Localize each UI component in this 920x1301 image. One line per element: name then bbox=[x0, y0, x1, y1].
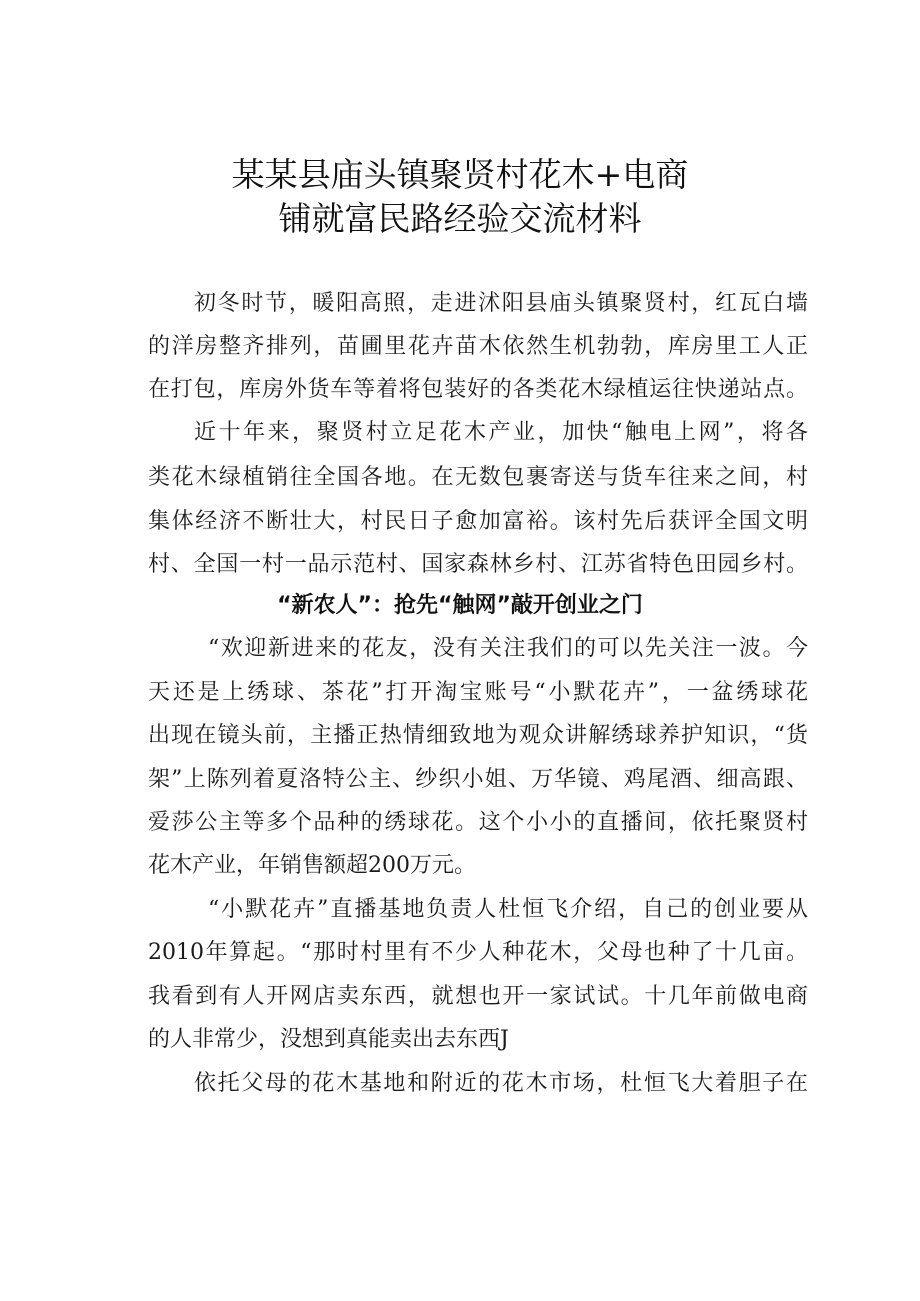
paragraph1-line1: 初冬时节，暖阳高照，走进沭阳县庙头镇聚贤村，红瓦白墙 bbox=[194, 291, 808, 316]
paragraph1-line2: 的洋房整齐排列，苗圃里花卉苗木依然生机勃勃，库房里工人正 bbox=[148, 334, 808, 359]
paragraph3-line1: “欢迎新进来的花友，没有关注我们的可以先关注一波。今 bbox=[208, 636, 808, 661]
paragraph3-line5: 爱莎公主等多个品种的绣球花。这个小小的直播间，依托聚贤村 bbox=[148, 810, 808, 835]
paragraph1-line3: 在打包，库房外货车等着将包装好的各类花木绿植运往快递站点。 bbox=[148, 377, 808, 402]
document-title-line1: 某某县庙头镇聚贤村花木+电商 bbox=[231, 155, 689, 194]
paragraph3-line3: 出现在镜头前，主播正热情细致地为观众讲解绣球养护知识，“货 bbox=[148, 723, 808, 748]
paragraph2-line4: 村、全国一村一品示范村、国家森林乡村、江苏省特色田园乡村。 bbox=[148, 552, 808, 577]
paragraph3-line2: 天还是上绣球、茶花”打开淘宝账号“小默花卉”，一盆绣球花 bbox=[148, 680, 808, 705]
paragraph3-line6: 花木产业，年销售额超200万元。 bbox=[148, 853, 476, 878]
paragraph4-line3: 我看到有人开网店卖东西，就想也开一家试试。十几年前做电商 bbox=[148, 984, 808, 1009]
paragraph4-line1: “小默花卉”直播基地负责人杜恒飞介绍，自己的创业要从 bbox=[208, 897, 808, 922]
paragraph2-line3: 集体经济不断壮大，村民日子愈加富裕。该村先后获评全国文明 bbox=[148, 509, 808, 534]
paragraph3-line4: 架”上陈列着夏洛特公主、纱织小姐、万华镜、鸡尾酒、细高跟、 bbox=[148, 767, 808, 792]
document-title-line2: 铺就富民路经验交流材料 bbox=[278, 199, 642, 238]
paragraph2-line2: 类花木绿植销往全国各地。在无数包裹寄送与货车往来之间，村 bbox=[148, 465, 808, 490]
section-subheading: “新农人”：抢先“触网”敲开创业之门 bbox=[277, 593, 643, 618]
paragraph4-line4: 的人非常少，没想到真能卖出去东西J bbox=[148, 1027, 509, 1052]
paragraph5-line1: 依托父母的花木基地和附近的花木市场，杜恒飞大着胆子在 bbox=[194, 1071, 808, 1096]
paragraph2-line1: 近十年来，聚贤村立足花木产业，加快“触电上网”，将各 bbox=[194, 420, 808, 445]
paragraph4-line2: 2010年算起。“那时村里有不少人种花木，父母也种了十几亩。 bbox=[148, 940, 808, 965]
